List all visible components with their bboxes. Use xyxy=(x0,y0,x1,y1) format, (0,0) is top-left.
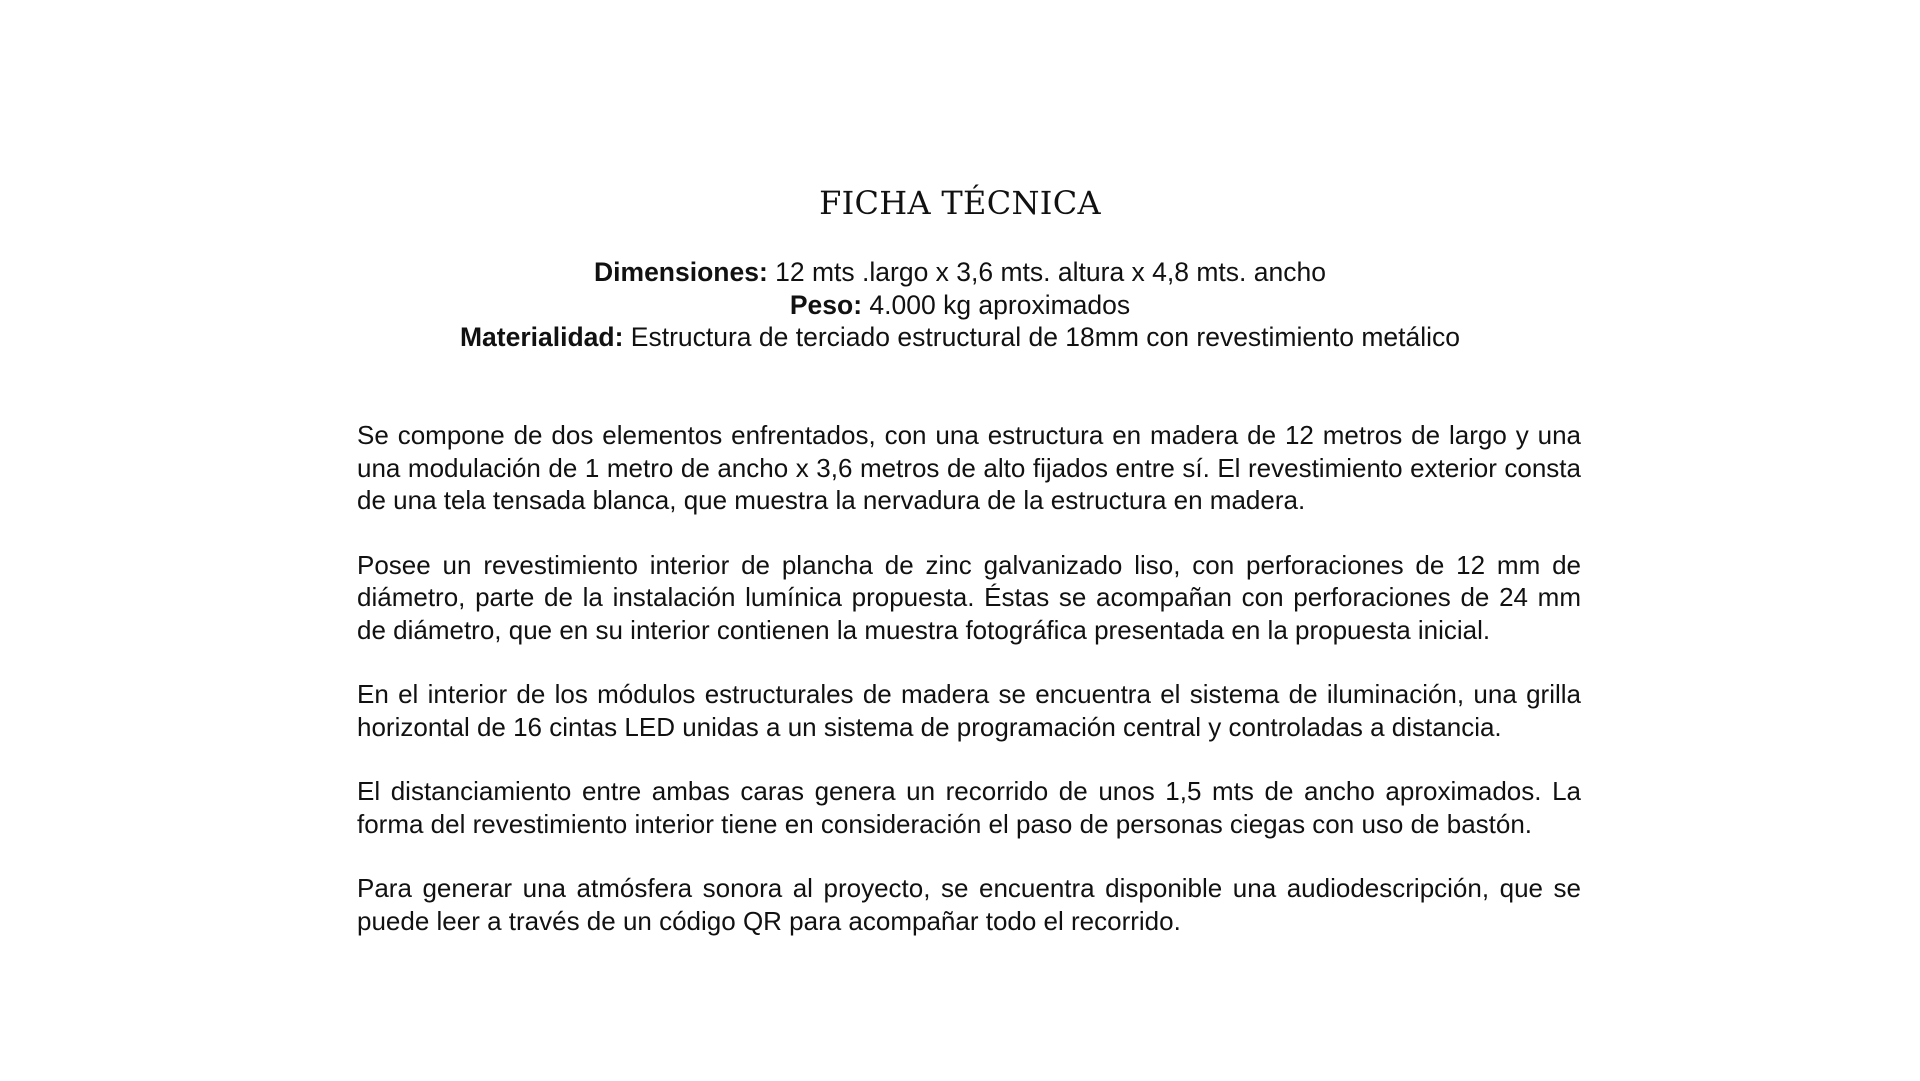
spec-value: Estructura de terciado estructural de 18mm con revestimiento metálico xyxy=(623,322,1461,352)
spec-materiality xyxy=(0,321,1920,354)
paragraph-path: El distanciamiento entre ambas caras genera un recorrido de unos 1,5 mts de ancho aproximados. La forma del revestimiento interior tiene en consideración el paso de personas ciegas con uso de bastón. xyxy=(357,776,1581,839)
paragraph-structure: Se compone de dos elementos enfrentados, con una estructura en madera de 12 metros de largo y una una modulación de 1 metro de ancho x 3,6 metros de alto fijados entre sí. El revestimiento exterior consta de una tela tensada blanca, que muestra la nervadura de la estructura en madera. xyxy=(357,420,1581,515)
spec-value: 4.000 kg aproximados xyxy=(862,289,1131,320)
spec-label: Dimensiones: xyxy=(594,257,768,287)
body-text xyxy=(357,419,1581,969)
paragraph-lighting: En el interior de los módulos estructurales de madera se encuentra el sistema de iluminación, una grilla horizontal de 16 cintas LED unidas a un sistema de programación central y controladas a distancia. xyxy=(357,679,1581,742)
spec-weight xyxy=(0,289,1920,322)
spec-label: Peso: xyxy=(789,289,863,320)
paragraph-interior-lining: Posee un revestimiento interior de plancha de zinc galvanizado liso, con perforaciones de 12 mm de diámetro, parte de la instalación lumínica propuesta. Éstas se acompañan con perforaciones de 24 mm de diámetro, que en su interior contienen la muestra fotográfica presentada en la propuesta inicial. xyxy=(357,549,1581,645)
paragraph-audio: Para generar una atmósfera sonora al proyecto, se encuentra disponible una audiodescripción, que se puede leer a través de un código QR para acompañar todo el recorrido. xyxy=(357,873,1581,936)
spec-dimensions xyxy=(0,256,1920,289)
page-title: FICHA TÉCNICA xyxy=(819,184,1101,222)
spec-label: Materialidad: xyxy=(459,322,624,352)
spec-value: 12 mts .largo x 3,6 mts. altura x 4,8 mts. ancho xyxy=(767,257,1326,287)
spec-list xyxy=(0,256,1920,354)
